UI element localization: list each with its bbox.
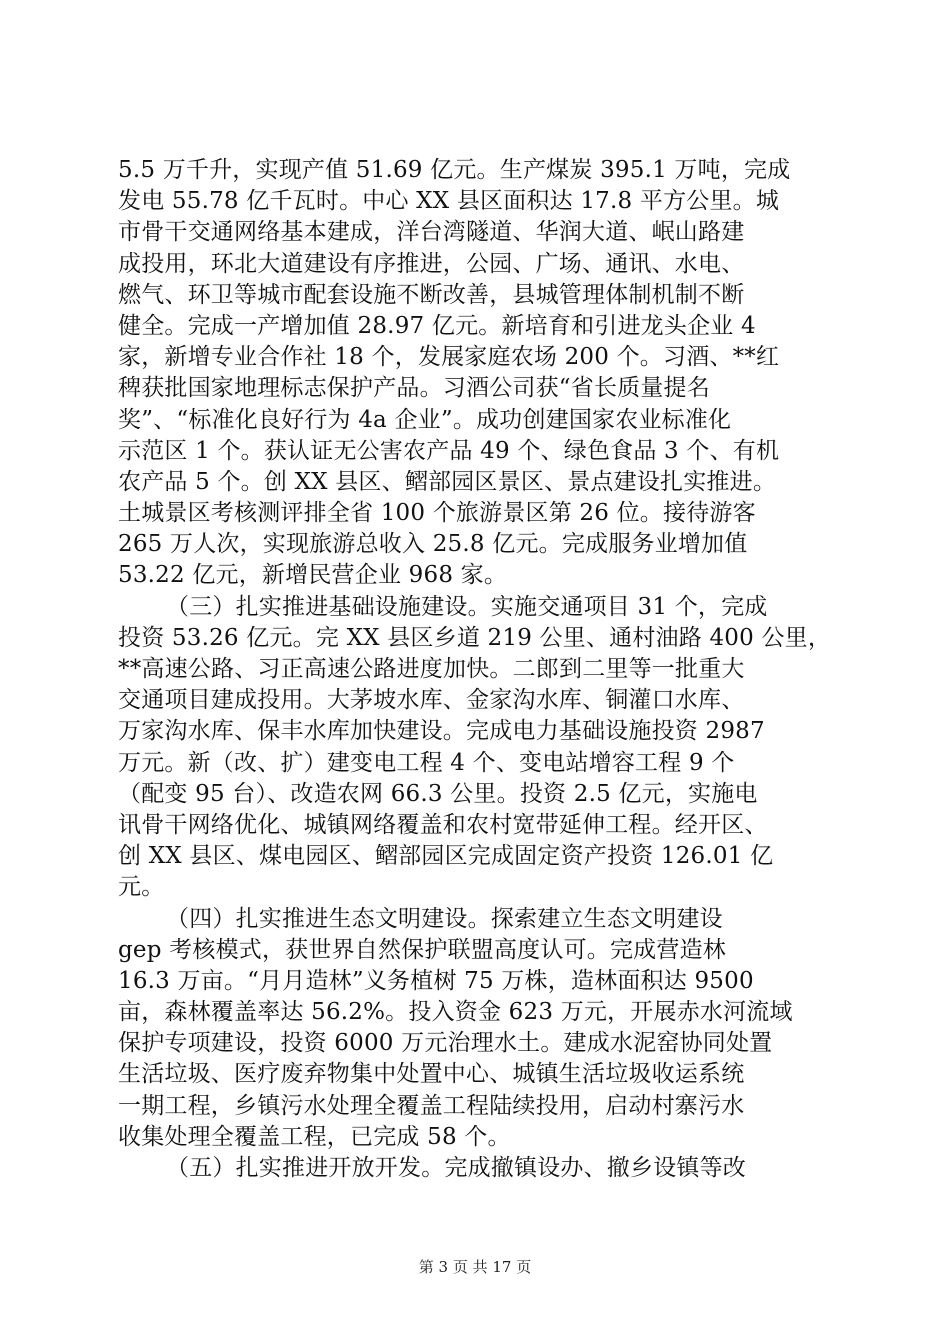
- text-line: **高速公路、习正高速公路进度加快。二郎到二里等一批重大: [118, 656, 745, 682]
- text-line: 万家沟水库、保丰水库加快建设。完成电力基础设施投资 2987: [118, 718, 765, 745]
- text-line: 5.5 万千升，实现产值 51.69 亿元。生产煤炭 395.1 万吨，完成: [118, 157, 791, 183]
- text-line: 交通项目建成投用。大茅坡水库、金家沟水库、铜灌口水库、: [118, 687, 745, 714]
- text-line: 成投用，环北大道建设有序推进，公园、广场、通讯、水电、: [118, 250, 745, 277]
- text-line: 稗获批国家地理标志保护产品。习酒公司获“省长质量提名: [118, 375, 710, 402]
- text-line: 燃气、环卫等城市配套设施不断改善，县城管理体制机制不断: [118, 281, 745, 308]
- text-line: 53.22 亿元，新增民营企业 968 家。: [118, 562, 508, 589]
- text-line: 讯骨干网络优化、城镇网络覆盖和农村宽带延伸工程。经开区、: [118, 811, 768, 838]
- text-line: gep 考核模式，获世界自然保护联盟高度认可。完成营造林: [118, 936, 726, 963]
- text-line: 生活垃圾、医疗废弃物集中处置中心、城镇生活垃圾收运系统: [118, 1061, 745, 1088]
- text-line: 发电 55.78 亿千瓦时。中心 XX 县区面积达 17.8 平方公里。城: [118, 188, 780, 215]
- text-line: 农产品 5 个。创 XX 县区、鳛部园区景区、景点建设扎实推进。: [118, 468, 777, 495]
- document-body: [118, 155, 838, 1184]
- text-line: 示范区 1 个。获认证无公害农产品 49 个、绿色食品 3 个、有机: [118, 437, 780, 464]
- text-line: 16.3 万亩。“月月造林”义务植树 75 万株，造林面积达 9500: [118, 967, 754, 994]
- text-line: 收集处理全覆盖工程，已完成 58 个。: [118, 1123, 511, 1150]
- text-line: （五）扎实推进开放开发。完成撤镇设办、撤乡设镇等改: [166, 1155, 746, 1181]
- text-line: 健全。完成一产增加值 28.97 亿元。新培育和引进龙头企业 4: [118, 312, 756, 339]
- text-line: 一期工程，乡镇污水处理全覆盖工程陆续投用，启动村寨污水: [118, 1092, 745, 1119]
- text-line: 家，新增专业合作社 18 个，发展家庭农场 200 个。习酒、**红: [118, 344, 780, 371]
- text-line: 265 万人次，实现旅游总收入 25.8 亿元。完成服务业增加值: [118, 531, 748, 558]
- text-line: 奖”、“标准化良好行为 4a 企业”。成功创建国家农业标准化: [118, 406, 732, 433]
- text-line: 保护专项建设，投资 6000 万元治理水土。建成水泥窑协同处置: [118, 1030, 773, 1057]
- text-line: 投资 53.26 亿元。完 XX 县区乡道 219 公里、通村油路 400 公里，: [118, 624, 832, 651]
- text-line: 万元。新（改、扩）建变电工程 4 个、变电站增容工程 9 个: [118, 749, 735, 776]
- text-line: 创 XX 县区、煤电园区、鳛部园区完成固定资产投资 126.01 亿: [118, 843, 774, 870]
- text-line: （配变 95 台）、改造农网 66.3 公里。投资 2.5 亿元，实施电: [118, 780, 758, 807]
- text-line: 亩，森林覆盖率达 56.2%。投入资金 623 万元，开展赤水河流域: [118, 999, 793, 1026]
- text-line: （三）扎实推进基础设施建设。实施交通项目 31 个，完成: [166, 593, 768, 620]
- text-line: 市骨干交通网络基本建成，洋台湾隧道、华润大道、岷山路建: [118, 219, 745, 246]
- text-line: （四）扎实推进生态文明建设。探索建立生态文明建设: [166, 905, 723, 932]
- text-line: 土城景区考核测评排全省 100 个旅游景区第 26 位。接待游客: [118, 500, 756, 527]
- text-line: 元。: [118, 874, 165, 901]
- page-footer: 第 3 页 共 17 页: [418, 1258, 532, 1276]
